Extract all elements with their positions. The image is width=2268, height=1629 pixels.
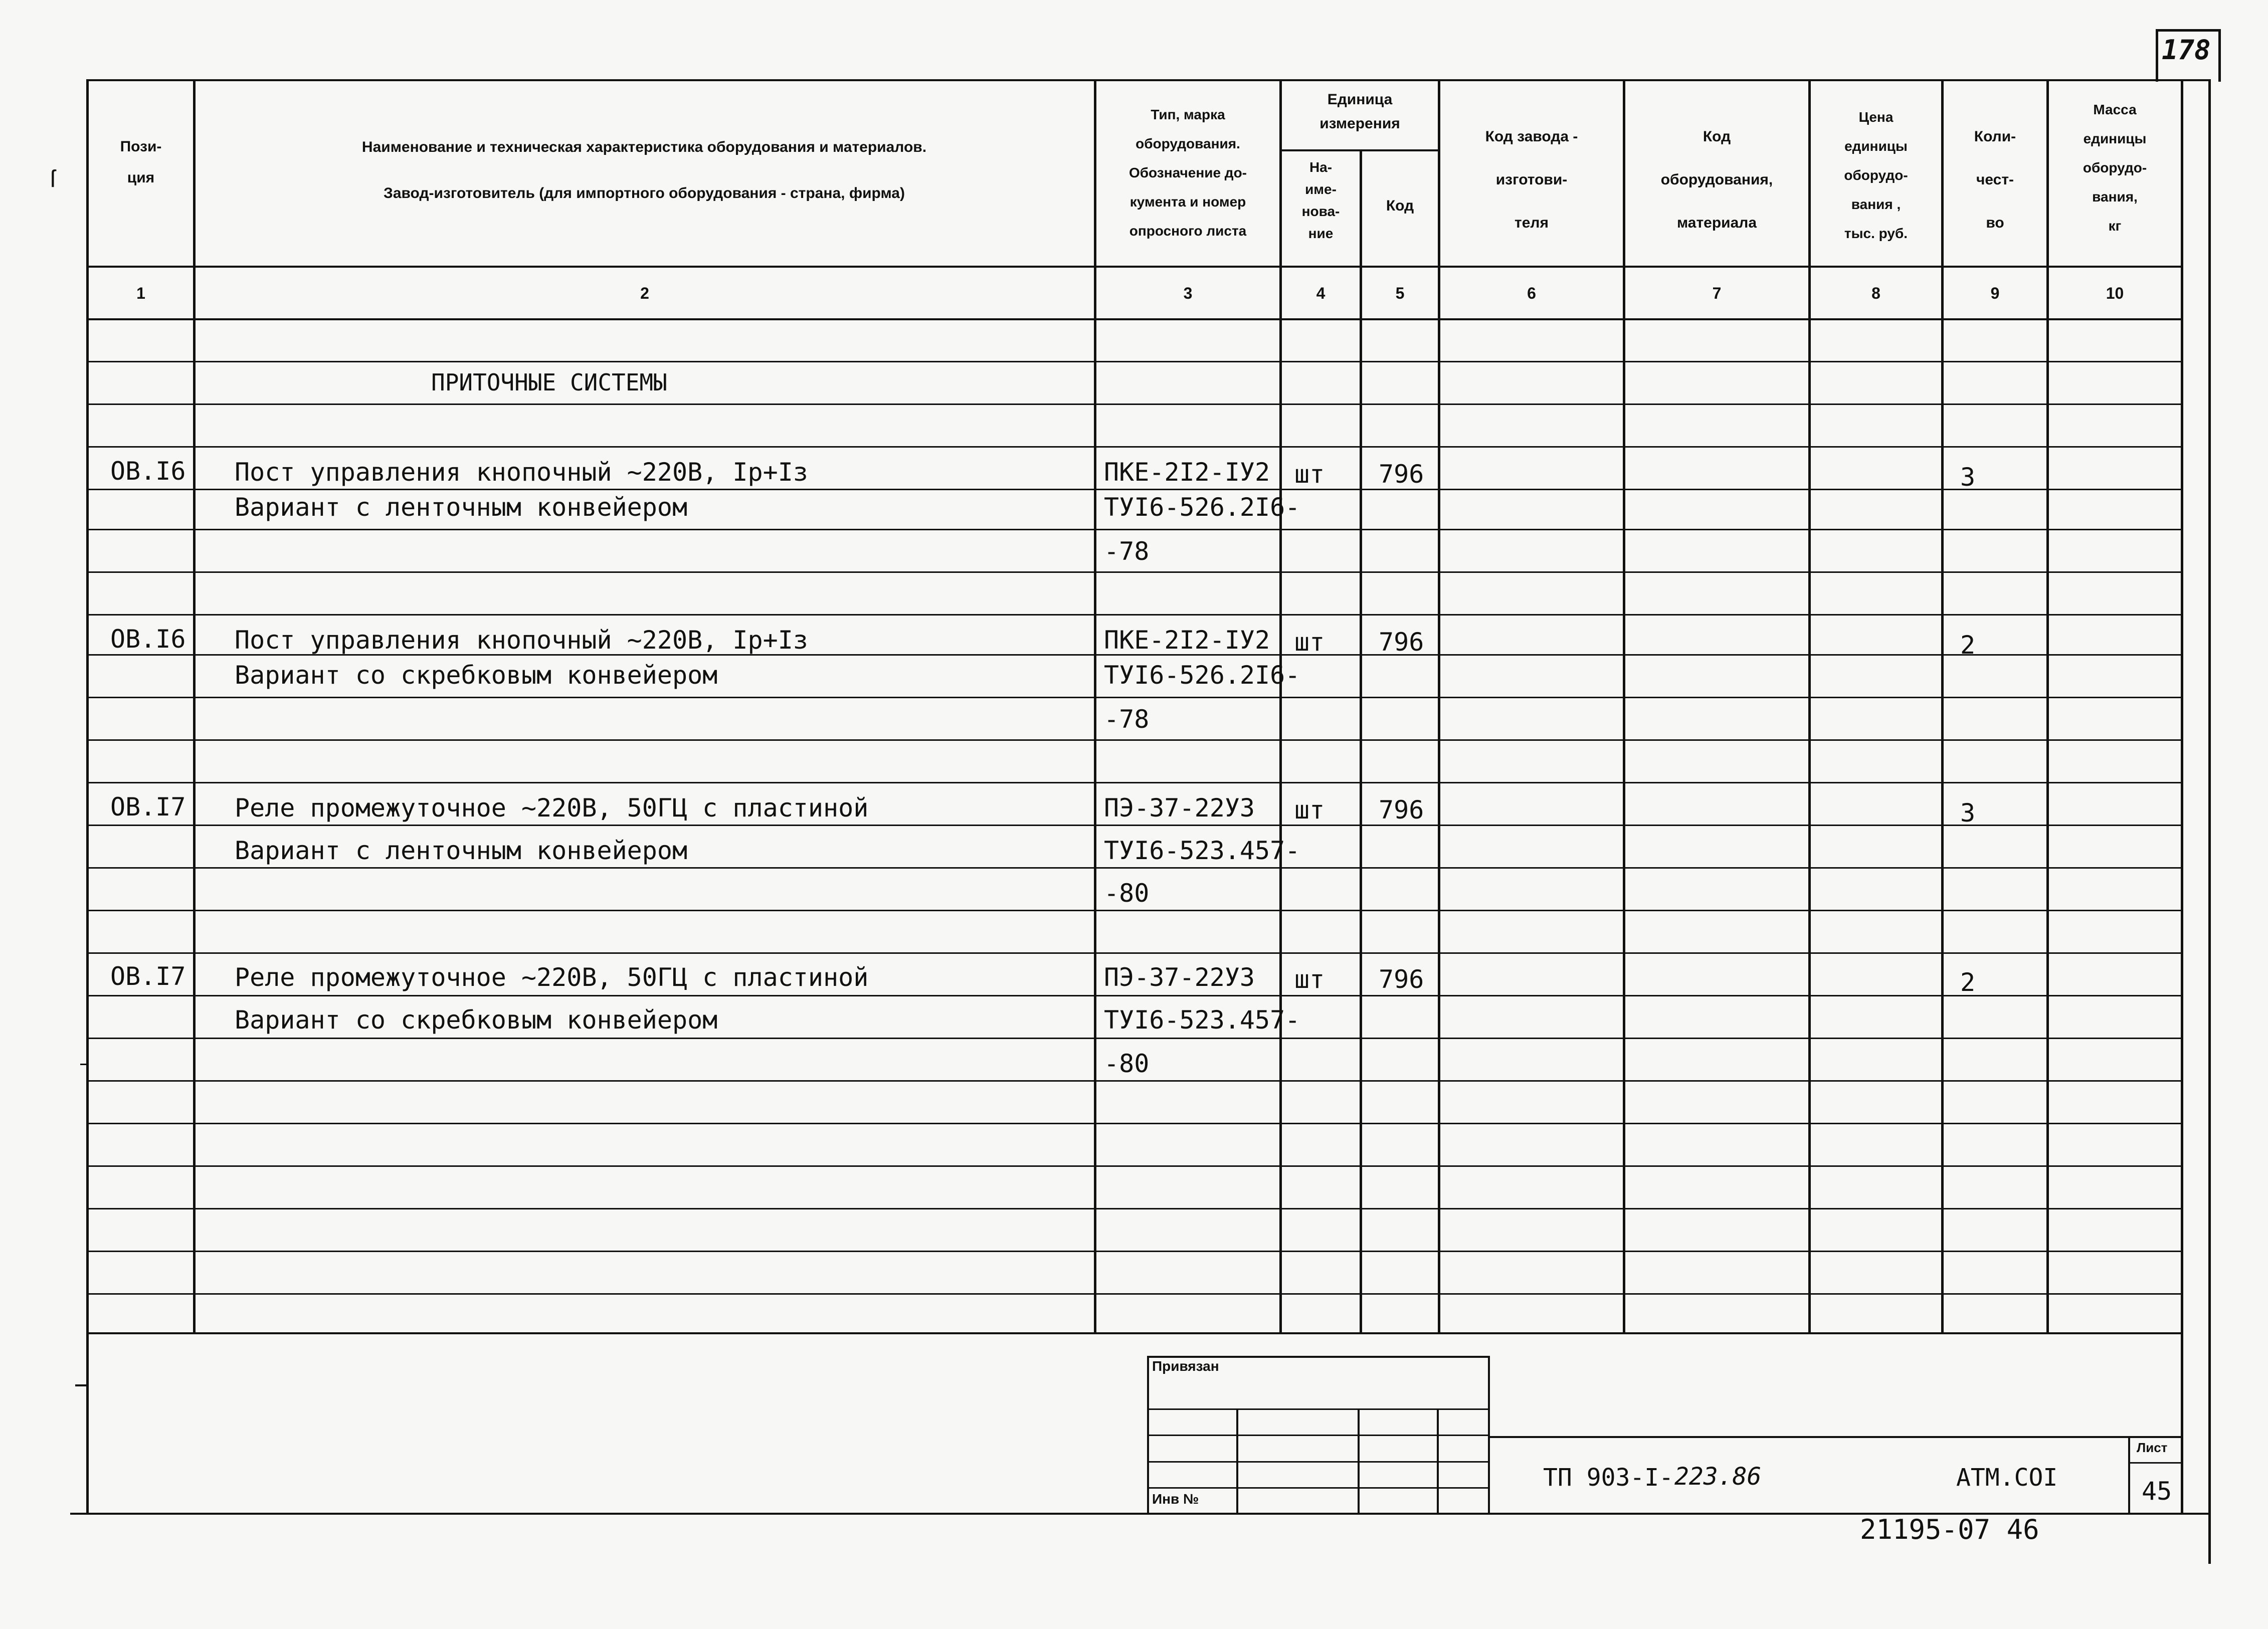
row-line [86,529,2182,530]
colnum-7: 7 [1712,284,1722,302]
col-line-7 [1808,79,1811,1333]
header-unit-group: Единица измерения [1319,91,1400,132]
row2-code: 796 [1379,628,1424,657]
colnum-3: 3 [1183,284,1193,302]
colnum-5: 5 [1395,284,1405,302]
outer-right-edge-lower [2208,762,2211,1564]
row4-type3: -80 [1104,1049,1150,1078]
row-line [86,1251,2182,1252]
row-line [86,446,2182,448]
header-col1: Пози- ция [120,138,162,186]
row1-qty: 3 [1960,463,1976,492]
row3-type3: -80 [1104,879,1150,908]
row2-type3: -78 [1104,705,1150,734]
row-line [86,867,2182,869]
header-col2: Наименование и техническая характеристика оборудования и материалов. Завод-изготовитель (для импортного оборудования - страна, фирма) [361,139,927,201]
row-line [86,910,2182,911]
row1-type3: -78 [1104,537,1150,566]
colnum-10: 10 [2106,284,2124,302]
col-line-3 [1279,79,1282,1333]
row-line [86,782,2182,783]
header-col3: Тип, марка оборудования. Обозначение до- кумента и номер опросного листа [1128,107,1247,239]
sheet-label: Лист [2137,1440,2168,1455]
row2-type2: ТУІ6-526.2І6- [1104,661,1300,690]
header-col5: Код [1386,197,1414,214]
row-line [86,361,2182,362]
left-tick [80,1064,86,1065]
row-line [86,1123,2182,1124]
row1-type2: ТУІ6-526.2І6- [1104,493,1300,522]
corner-page-number: 178 [2162,34,2211,66]
row1-variant: Вариант с ленточным конвейером [235,493,688,522]
row3-type2: ТУІ6-523.457- [1104,836,1300,865]
colnum-8: 8 [1871,284,1880,302]
grid-bottom-border [86,1332,2182,1334]
row-line [86,1208,2182,1209]
bottom-registration-number: 21195-07 46 [1860,1514,2039,1545]
table-right-border [2181,79,2183,1513]
row-line [86,739,2182,741]
header-col6: Код завода - изготови- теля [1485,128,1578,231]
row2-name: Пост управления кнопочный ~220В, Iр+Iз [235,626,808,655]
header-col9: Коли- чест- во [1974,128,2016,231]
unit-group-divider [1279,149,1440,151]
col-line-5 [1438,79,1440,1333]
row2-type1: ПКЕ-2І2-ІУ2 [1104,626,1270,655]
col-line-4 [1360,150,1362,1333]
sheet-number: 45 [2142,1477,2172,1506]
row3-name: Реле промежуточное ~220В, 50ГЦ с пластиной [235,793,869,823]
row3-variant: Вариант с ленточным конвейером [235,836,688,865]
sheet-box-divider [2128,1462,2182,1464]
col-line-2 [1094,79,1096,1333]
row4-position: ОВ.І7 [110,962,186,991]
header-col10: Масса единицы оборудо- вания, кг [2083,102,2147,234]
row3-position: ОВ.І7 [110,792,186,822]
left-tick [75,1384,86,1386]
row-line [86,489,2182,490]
col-line-8 [1941,79,1944,1333]
colnum-4: 4 [1316,284,1326,302]
row3-unit: шт [1294,795,1325,825]
row-line [86,1038,2182,1039]
tb-vline [1437,1408,1439,1513]
header-col7: Код оборудования, материала [1660,128,1773,231]
row-line [86,614,2182,616]
row1-code: 796 [1379,460,1424,489]
row4-type1: ПЭ-37-22УЗ [1104,963,1255,992]
row-line [86,825,2182,826]
colnum-bottom-border [86,318,2182,320]
colnum-1: 1 [136,284,145,302]
table-top-border [86,79,2208,81]
sheet-code: АТМ.СОІ [1956,1464,2058,1492]
doc-code: ТП 903-І- [1543,1464,1674,1492]
header-col4: На- име- нова- ние [1301,159,1340,241]
row-line [86,1165,2182,1167]
colnum-9: 9 [1990,284,2000,302]
stamp-top-line [1490,1436,2182,1438]
colnum-2: 2 [640,284,649,302]
row-line [86,403,2182,405]
row2-position: ОВ.І6 [110,625,186,654]
header-bottom-border [86,266,2182,268]
row-line [86,1080,2182,1082]
row1-position: ОВ.І6 [110,457,186,486]
privyazan-label: Привязан [1152,1358,1219,1374]
row2-unit: шт [1294,628,1325,657]
row1-name: Пост управления кнопочный ~220В, Iр+Iз [235,458,808,487]
col-line-6 [1623,79,1625,1333]
row4-type2: ТУІ6-523.457- [1104,1005,1300,1035]
row4-variant: Вариант со скребковым конвейером [235,1005,718,1035]
row3-qty: 3 [1960,798,1976,828]
row4-name: Реле промежуточное ~220В, 50ГЦ с пластиной [235,963,869,992]
tb-vline [1236,1408,1238,1513]
header-col8: Цена единицы оборудо- вания , тыс. руб. [1844,109,1908,241]
row-line [86,995,2182,996]
colnum-6: 6 [1527,284,1536,302]
tb-vline [1358,1408,1360,1513]
inv-no-label: Инв № [1152,1491,1199,1507]
row4-qty: 2 [1960,968,1976,997]
margin-mark: ſ [50,166,56,192]
col-line-9 [2046,79,2049,1333]
row4-unit: шт [1294,965,1325,994]
row-line [86,571,2182,573]
row1-unit: шт [1294,460,1325,489]
row-line [86,952,2182,954]
doc-code-handwritten: 223.86 [1674,1463,1762,1491]
col-line-1 [193,79,196,1333]
row3-code: 796 [1379,795,1424,825]
row4-code: 796 [1379,965,1424,994]
row3-type1: ПЭ-37-22УЗ [1104,793,1255,823]
row-line [86,697,2182,698]
row-line [86,1293,2182,1295]
row2-qty: 2 [1960,631,1976,660]
row1-type1: ПКЕ-2І2-ІУ2 [1104,458,1270,487]
row2-variant: Вариант со скребковым конвейером [235,661,718,690]
section-title: ПРИТОЧНЫЕ СИСТЕМЫ [431,369,667,396]
